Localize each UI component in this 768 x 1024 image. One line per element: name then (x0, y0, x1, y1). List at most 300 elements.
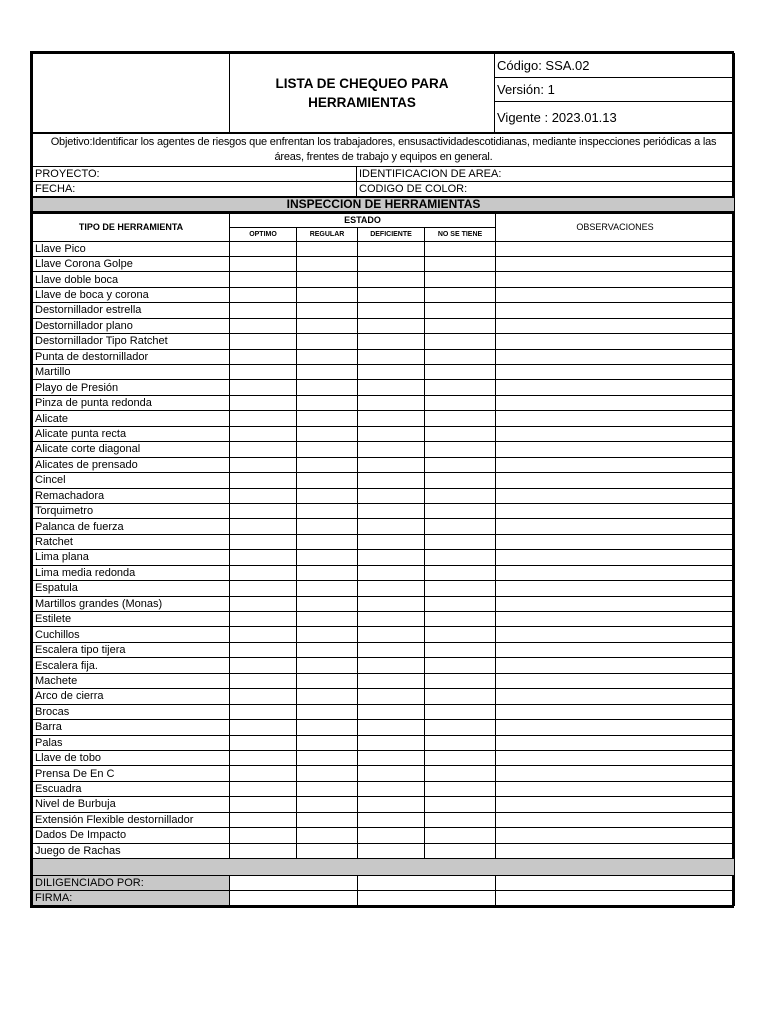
regular-cell[interactable] (297, 689, 358, 704)
vigente-cell: Vigente : 2023.01.13 (495, 102, 735, 133)
deficiente-cell[interactable] (358, 272, 425, 287)
deficiente-cell[interactable] (358, 704, 425, 719)
no-se-tiene-cell[interactable] (425, 349, 496, 364)
optimo-cell[interactable] (230, 750, 297, 765)
tool-name: Escalera tipo tijera (33, 642, 230, 657)
info-table (32, 133, 735, 213)
observaciones-cell[interactable] (496, 627, 735, 642)
tool-name: Estilete (33, 612, 230, 627)
table-row (33, 303, 735, 318)
table-row (33, 720, 735, 735)
optimo-cell[interactable] (230, 473, 297, 488)
deficiente-header: DEFICIENTE (358, 227, 425, 241)
logo-area (33, 54, 230, 133)
deficiente-cell[interactable] (358, 642, 425, 657)
table-row (33, 318, 735, 333)
tool-name: Llave doble boca (33, 272, 230, 287)
optimo-cell[interactable] (230, 442, 297, 457)
no-se-tiene-cell[interactable] (425, 720, 496, 735)
regular-cell[interactable] (297, 442, 358, 457)
no-se-tiene-cell[interactable] (425, 843, 496, 858)
table-row (33, 426, 735, 441)
version-cell: Versión: 1 (495, 78, 735, 102)
regular-cell[interactable] (297, 642, 358, 657)
observaciones-cell[interactable] (496, 828, 735, 843)
table-row (33, 750, 735, 765)
no-se-tiene-cell[interactable] (425, 797, 496, 812)
observaciones-cell[interactable] (496, 380, 735, 395)
regular-cell[interactable] (297, 843, 358, 858)
table-row (33, 272, 735, 287)
optimo-cell[interactable] (230, 534, 297, 549)
no-se-tiene-cell[interactable] (425, 365, 496, 380)
tool-name: Lima plana (33, 550, 230, 565)
deficiente-cell[interactable] (358, 750, 425, 765)
optimo-cell[interactable] (230, 704, 297, 719)
observaciones-cell[interactable] (496, 519, 735, 534)
deficiente-cell[interactable] (358, 488, 425, 503)
deficiente-cell[interactable] (358, 828, 425, 843)
tool-name: Cincel (33, 473, 230, 488)
firma-label: FIRMA: (33, 891, 230, 906)
tool-name: Prensa De En C (33, 766, 230, 781)
table-row (33, 241, 735, 256)
inspection-table (32, 213, 735, 907)
document-title (230, 54, 495, 133)
observaciones-cell[interactable] (496, 365, 735, 380)
deficiente-cell[interactable] (358, 627, 425, 642)
table-row (33, 287, 735, 302)
table-row (33, 565, 735, 580)
optimo-header: OPTIMO (230, 227, 297, 241)
diligenciado-input[interactable] (230, 876, 358, 891)
table-row (33, 519, 735, 534)
tool-name: Torquimetro (33, 503, 230, 518)
table-row (33, 766, 735, 781)
deficiente-cell[interactable] (358, 442, 425, 457)
proyecto-field[interactable]: PROYECTO: (33, 167, 357, 182)
observaciones-cell[interactable] (496, 473, 735, 488)
tool-name: Brocas (33, 704, 230, 719)
observaciones-cell[interactable] (496, 612, 735, 627)
optimo-cell[interactable] (230, 241, 297, 256)
observaciones-cell[interactable] (496, 689, 735, 704)
no-se-tiene-cell[interactable] (425, 534, 496, 549)
optimo-cell[interactable] (230, 380, 297, 395)
deficiente-cell[interactable] (358, 256, 425, 271)
observaciones-cell[interactable] (496, 287, 735, 302)
no-se-tiene-cell[interactable] (425, 642, 496, 657)
observaciones-cell[interactable] (496, 658, 735, 673)
table-row (33, 596, 735, 611)
optimo-cell[interactable] (230, 488, 297, 503)
regular-cell[interactable] (297, 488, 358, 503)
deficiente-cell[interactable] (358, 689, 425, 704)
no-se-tiene-cell[interactable] (425, 735, 496, 750)
tool-name: Palanca de fuerza (33, 519, 230, 534)
table-row (33, 473, 735, 488)
observaciones-cell[interactable] (496, 735, 735, 750)
regular-cell[interactable] (297, 828, 358, 843)
identificacion-area-field[interactable]: IDENTIFICACION DE AREA: (357, 167, 735, 182)
no-se-tiene-cell[interactable] (425, 287, 496, 302)
optimo-cell[interactable] (230, 365, 297, 380)
table-row (33, 797, 735, 812)
observaciones-cell[interactable] (496, 503, 735, 518)
deficiente-cell[interactable] (358, 596, 425, 611)
deficiente-cell[interactable] (358, 565, 425, 580)
deficiente-cell[interactable] (358, 720, 425, 735)
table-row (33, 673, 735, 688)
deficiente-cell[interactable] (358, 473, 425, 488)
deficiente-cell[interactable] (358, 781, 425, 796)
deficiente-cell[interactable] (358, 550, 425, 565)
optimo-cell[interactable] (230, 781, 297, 796)
optimo-cell[interactable] (230, 627, 297, 642)
regular-cell[interactable] (297, 457, 358, 472)
observaciones-cell[interactable] (496, 272, 735, 287)
observaciones-cell[interactable] (496, 550, 735, 565)
deficiente-cell[interactable] (358, 318, 425, 333)
regular-cell[interactable] (297, 349, 358, 364)
section-title: INSPECCION DE HERRAMIENTAS (33, 197, 735, 212)
optimo-cell[interactable] (230, 349, 297, 364)
no-se-tiene-cell[interactable] (425, 781, 496, 796)
observaciones-cell[interactable] (496, 781, 735, 796)
optimo-cell[interactable] (230, 395, 297, 410)
tool-name: Ratchet (33, 534, 230, 549)
deficiente-cell[interactable] (358, 457, 425, 472)
no-se-tiene-cell[interactable] (425, 318, 496, 333)
optimo-cell[interactable] (230, 565, 297, 580)
table-row (33, 334, 735, 349)
observaciones-cell[interactable] (496, 843, 735, 858)
tool-name: Alicate (33, 411, 230, 426)
deficiente-cell[interactable] (358, 519, 425, 534)
tool-name: Destornillador estrella (33, 303, 230, 318)
regular-cell[interactable] (297, 503, 358, 518)
optimo-cell[interactable] (230, 303, 297, 318)
optimo-cell[interactable] (230, 426, 297, 441)
table-row (33, 488, 735, 503)
observaciones-cell[interactable] (496, 488, 735, 503)
optimo-cell[interactable] (230, 612, 297, 627)
tool-name: Escuadra (33, 781, 230, 796)
observaciones-cell[interactable] (496, 318, 735, 333)
no-se-tiene-cell[interactable] (425, 473, 496, 488)
no-se-tiene-cell[interactable] (425, 241, 496, 256)
observaciones-cell[interactable] (496, 673, 735, 688)
deficiente-cell[interactable] (358, 395, 425, 410)
table-row (33, 612, 735, 627)
observaciones-cell[interactable] (496, 241, 735, 256)
no-se-tiene-cell[interactable] (425, 426, 496, 441)
no-se-tiene-cell[interactable] (425, 272, 496, 287)
optimo-cell[interactable] (230, 658, 297, 673)
no-se-tiene-cell[interactable] (425, 596, 496, 611)
regular-cell[interactable] (297, 395, 358, 410)
observaciones-cell[interactable] (496, 442, 735, 457)
observaciones-cell[interactable] (496, 411, 735, 426)
tool-name: Cuchillos (33, 627, 230, 642)
optimo-cell[interactable] (230, 519, 297, 534)
no-se-tiene-cell[interactable] (425, 766, 496, 781)
tool-name: Punta de destornillador (33, 349, 230, 364)
optimo-cell[interactable] (230, 673, 297, 688)
table-row (33, 735, 735, 750)
table-row (33, 828, 735, 843)
observaciones-cell[interactable] (496, 457, 735, 472)
optimo-cell[interactable] (230, 334, 297, 349)
no-se-tiene-cell[interactable] (425, 828, 496, 843)
no-se-tiene-cell[interactable] (425, 812, 496, 827)
tool-name: Alicate punta recta (33, 426, 230, 441)
observaciones-cell[interactable] (496, 303, 735, 318)
optimo-cell[interactable] (230, 596, 297, 611)
no-se-tiene-cell[interactable] (425, 442, 496, 457)
observaciones-cell[interactable] (496, 704, 735, 719)
tool-name: Llave de tobo (33, 750, 230, 765)
regular-cell[interactable] (297, 581, 358, 596)
regular-cell[interactable] (297, 612, 358, 627)
optimo-cell[interactable] (230, 272, 297, 287)
observaciones-cell[interactable] (496, 581, 735, 596)
no-se-tiene-cell[interactable] (425, 689, 496, 704)
deficiente-cell[interactable] (358, 287, 425, 302)
no-se-tiene-cell[interactable] (425, 750, 496, 765)
no-se-tiene-cell[interactable] (425, 704, 496, 719)
tipo-herramienta-header: TIPO DE HERRAMIENTA (33, 213, 230, 241)
optimo-cell[interactable] (230, 457, 297, 472)
regular-cell[interactable] (297, 550, 358, 565)
no-se-tiene-cell[interactable] (425, 612, 496, 627)
observaciones-cell[interactable] (496, 395, 735, 410)
optimo-cell[interactable] (230, 766, 297, 781)
deficiente-cell[interactable] (358, 426, 425, 441)
regular-cell[interactable] (297, 473, 358, 488)
objetivo-text: Objetivo:Identificar los agentes de riesgos que enfrentan los trabajadores, ensusactividadescotidianas, mediante inspecciones periódicas a las áreas, frentes de trabajo y equipos en general. (33, 134, 735, 167)
no-se-tiene-cell[interactable] (425, 411, 496, 426)
regular-cell[interactable] (297, 673, 358, 688)
regular-cell[interactable] (297, 334, 358, 349)
optimo-cell[interactable] (230, 503, 297, 518)
optimo-cell[interactable] (230, 812, 297, 827)
deficiente-cell[interactable] (358, 365, 425, 380)
tool-name: Pinza de punta redonda (33, 395, 230, 410)
observaciones-cell[interactable] (496, 797, 735, 812)
tool-name: Escalera fija. (33, 658, 230, 673)
regular-header: REGULAR (297, 227, 358, 241)
header-table (32, 53, 735, 133)
tool-name: Barra (33, 720, 230, 735)
observaciones-cell[interactable] (496, 426, 735, 441)
optimo-cell[interactable] (230, 550, 297, 565)
observaciones-cell[interactable] (496, 534, 735, 549)
no-se-tiene-cell[interactable] (425, 519, 496, 534)
deficiente-cell[interactable] (358, 503, 425, 518)
tool-name: Nivel de Burbuja (33, 797, 230, 812)
deficiente-cell[interactable] (358, 581, 425, 596)
regular-cell[interactable] (297, 565, 358, 580)
table-row (33, 534, 735, 549)
diligenciado-input-2[interactable] (358, 876, 496, 891)
regular-cell[interactable] (297, 426, 358, 441)
table-row (33, 781, 735, 796)
regular-cell[interactable] (297, 812, 358, 827)
deficiente-cell[interactable] (358, 380, 425, 395)
optimo-cell[interactable] (230, 642, 297, 657)
observaciones-cell[interactable] (496, 720, 735, 735)
table-row (33, 457, 735, 472)
regular-cell[interactable] (297, 766, 358, 781)
regular-cell[interactable] (297, 534, 358, 549)
observaciones-cell[interactable] (496, 349, 735, 364)
regular-cell[interactable] (297, 735, 358, 750)
table-row (33, 658, 735, 673)
no-se-tiene-cell[interactable] (425, 395, 496, 410)
regular-cell[interactable] (297, 303, 358, 318)
fecha-field[interactable]: FECHA: (33, 182, 357, 197)
regular-cell[interactable] (297, 658, 358, 673)
deficiente-cell[interactable] (358, 766, 425, 781)
observaciones-cell[interactable] (496, 766, 735, 781)
tool-name: Destornillador Tipo Ratchet (33, 334, 230, 349)
table-row (33, 812, 735, 827)
checklist-sheet (30, 51, 734, 908)
regular-cell[interactable] (297, 365, 358, 380)
no-se-tiene-cell[interactable] (425, 334, 496, 349)
deficiente-cell[interactable] (358, 534, 425, 549)
table-row (33, 689, 735, 704)
firma-input-3[interactable] (496, 891, 735, 906)
tool-name: Espatula (33, 581, 230, 596)
observaciones-cell[interactable] (496, 334, 735, 349)
observaciones-cell[interactable] (496, 642, 735, 657)
optimo-cell[interactable] (230, 287, 297, 302)
deficiente-cell[interactable] (358, 735, 425, 750)
deficiente-cell[interactable] (358, 411, 425, 426)
tool-name: Arco de cierra (33, 689, 230, 704)
observaciones-cell[interactable] (496, 565, 735, 580)
no-se-tiene-cell[interactable] (425, 581, 496, 596)
table-row (33, 365, 735, 380)
optimo-cell[interactable] (230, 689, 297, 704)
observaciones-cell[interactable] (496, 256, 735, 271)
table-row (33, 843, 735, 858)
no-se-tiene-cell[interactable] (425, 303, 496, 318)
codigo-cell: Código: SSA.02 (495, 54, 735, 78)
optimo-cell[interactable] (230, 735, 297, 750)
tool-name: Playo de Presión (33, 380, 230, 395)
optimo-cell[interactable] (230, 720, 297, 735)
deficiente-cell[interactable] (358, 241, 425, 256)
table-row (33, 581, 735, 596)
regular-cell[interactable] (297, 272, 358, 287)
no-se-tiene-cell[interactable] (425, 658, 496, 673)
observaciones-cell[interactable] (496, 596, 735, 611)
observaciones-cell[interactable] (496, 750, 735, 765)
observaciones-cell[interactable] (496, 812, 735, 827)
regular-cell[interactable] (297, 241, 358, 256)
tool-name: Llave de boca y corona (33, 287, 230, 302)
regular-cell[interactable] (297, 256, 358, 271)
table-row (33, 349, 735, 364)
regular-cell[interactable] (297, 287, 358, 302)
no-se-tiene-cell[interactable] (425, 673, 496, 688)
no-se-tiene-header: NO SE TIENE (425, 227, 496, 241)
tool-name: Extensión Flexible destornillador (33, 812, 230, 827)
deficiente-cell[interactable] (358, 673, 425, 688)
no-se-tiene-cell[interactable] (425, 457, 496, 472)
optimo-cell[interactable] (230, 828, 297, 843)
no-se-tiene-cell[interactable] (425, 627, 496, 642)
regular-cell[interactable] (297, 720, 358, 735)
regular-cell[interactable] (297, 627, 358, 642)
tool-name: Llave Pico (33, 241, 230, 256)
tool-name: Alicate corte diagonal (33, 442, 230, 457)
optimo-cell[interactable] (230, 256, 297, 271)
table-row (33, 503, 735, 518)
no-se-tiene-cell[interactable] (425, 488, 496, 503)
no-se-tiene-cell[interactable] (425, 380, 496, 395)
table-row (33, 256, 735, 271)
optimo-cell[interactable] (230, 843, 297, 858)
optimo-cell[interactable] (230, 581, 297, 596)
table-row (33, 642, 735, 657)
diligenciado-label: DILIGENCIADO POR: (33, 876, 230, 891)
deficiente-cell[interactable] (358, 812, 425, 827)
title-line-2: HERRAMIENTAS (308, 95, 416, 110)
tool-name: Alicates de prensado (33, 457, 230, 472)
firma-input[interactable] (230, 891, 358, 906)
deficiente-cell[interactable] (358, 349, 425, 364)
deficiente-cell[interactable] (358, 303, 425, 318)
regular-cell[interactable] (297, 797, 358, 812)
deficiente-cell[interactable] (358, 612, 425, 627)
optimo-cell[interactable] (230, 318, 297, 333)
optimo-cell[interactable] (230, 411, 297, 426)
no-se-tiene-cell[interactable] (425, 550, 496, 565)
regular-cell[interactable] (297, 596, 358, 611)
no-se-tiene-cell[interactable] (425, 503, 496, 518)
no-se-tiene-cell[interactable] (425, 565, 496, 580)
regular-cell[interactable] (297, 380, 358, 395)
codigo-color-field[interactable]: CODIGO DE COLOR: (357, 182, 735, 197)
deficiente-cell[interactable] (358, 658, 425, 673)
firma-input-2[interactable] (358, 891, 496, 906)
no-se-tiene-cell[interactable] (425, 256, 496, 271)
tool-name: Remachadora (33, 488, 230, 503)
tool-name: Juego de Rachas (33, 843, 230, 858)
tool-name: Machete (33, 673, 230, 688)
deficiente-cell[interactable] (358, 797, 425, 812)
tool-name: Lima media redonda (33, 565, 230, 580)
deficiente-cell[interactable] (358, 843, 425, 858)
deficiente-cell[interactable] (358, 334, 425, 349)
tool-name: Llave Corona Golpe (33, 256, 230, 271)
table-row (33, 395, 735, 410)
diligenciado-input-3[interactable] (496, 876, 735, 891)
regular-cell[interactable] (297, 411, 358, 426)
optimo-cell[interactable] (230, 797, 297, 812)
regular-cell[interactable] (297, 750, 358, 765)
tool-name: Palas (33, 735, 230, 750)
regular-cell[interactable] (297, 704, 358, 719)
regular-cell[interactable] (297, 318, 358, 333)
regular-cell[interactable] (297, 519, 358, 534)
regular-cell[interactable] (297, 781, 358, 796)
estado-header: ESTADO (230, 213, 496, 227)
